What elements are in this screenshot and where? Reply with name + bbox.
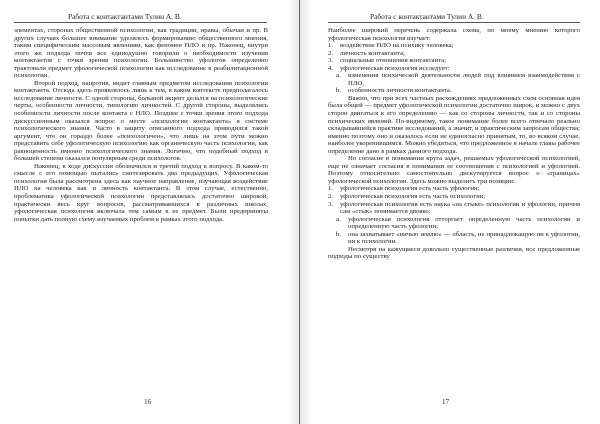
running-header: Работа с контактантами Тулин А. В.	[68, 12, 182, 21]
list-item	[328, 57, 580, 65]
page-number: 17	[442, 398, 450, 406]
list-item	[328, 193, 580, 201]
sublist	[328, 72, 580, 95]
list-item	[328, 201, 580, 216]
list-marker: a.	[336, 215, 341, 223]
paragraph: Наконец, в ходе дискуссии обозначился и третий подход к вопросу. В каком-то смысле с его помощью пытались синтезировать два предыдущих. Уфологическая психология была рассмотрена здесь как научное направление, изучающая воздействие НЛО на человека как и личность контактанта. В этом случае, естественно, проблематика уфологической психологии представлялась достаточно широкой, практически весь круг вопросов, рассматривавшихся в различных школах, уфологическая психология включала тем самым в ее предмет. Были предприняты попытки дать полную схему изучаемых проблем в рамках этого подхода.	[14, 162, 268, 223]
paragraph: Важно, что при всех частных расхождениях предложенных схем основная идея была общей — предмет уфологической психологии достаточно широк, и можно с двух сторон двигаться к его определению — как со стороны личности, так и со стороны психических явлений. По-видимому, такое понимание более всего отвечало реально складывавшейся практике исследований, а значит, и практическим запросам общества; именно поэтому оно и оказалось если не единогласно принятым, то, во всяком случае, наиболее укоренившимся. Можно убедиться, что предложенное в начале главы рабочее определение дано в рамках данного подхода.	[328, 94, 580, 155]
list-item-text: уфологическая психология есть наука «на стыке» психологии и уфологии, причем сам «стык» понимается двояко:	[340, 200, 580, 216]
paragraph: Второй подход, напротив, видит главным предметом исследования психологии контактанта. Отсюда здесь проявлялось лишь к тем, в каком контексте предполагалось исследование личности. С одной стороны, большой акцент делался на психологические черты, особенности личности, типологию личностей. С другой стороны, выделялись особенности личности после контакта с НЛО. Позднее с точки зрения этого подхода дискуссионным оказался вопрос о месте «психологии контактанта» в системе психологического знания. Часто в защиту описанного подхода приводился такой аргумент, что он гораздо более «психологичен», что лишь на этом пути можно представить себе уфологическую психологию как органическую часть психологии, как равноценность именно психологического знания. Логично, что подобный подход в большей степени оказался популярным среди психологов.	[14, 79, 268, 163]
list-item-text: уфологическая психология есть часть уфологии;	[340, 185, 480, 193]
list-item-text: она захватывает «ничью землю» — область, не принадлежащую ни к уфологии, ни к психологии.	[348, 230, 580, 246]
list-item-text: уфологическая психология отторгает определенную часть психологии и определенную часть уфологии;	[348, 215, 580, 231]
list-item	[328, 185, 580, 193]
list-marker: 2.	[328, 49, 334, 57]
list-item-text: изменения психической деятельности людей под влиянием взаимодействия с НЛО,	[348, 72, 580, 87]
paragraph: Несмотря на кажущиеся довольно существенные различия, все предложенные подходы по существу	[328, 245, 580, 261]
list-item	[328, 65, 580, 73]
list-marker: b.	[336, 230, 342, 238]
list-item-text: особенности личности контактанта.	[348, 87, 452, 95]
list-item	[328, 42, 580, 50]
running-header: Работа с контактантами Тулин А. В.	[370, 12, 484, 21]
list-marker: a.	[336, 72, 341, 80]
list-item	[328, 50, 580, 58]
list-item-text: социальные отношения контактанта;	[340, 57, 447, 65]
list	[328, 42, 580, 72]
list-marker: 2.	[328, 193, 334, 201]
header-rule	[328, 22, 580, 23]
sublist	[328, 216, 580, 246]
page-body	[14, 27, 268, 223]
sublist-item	[328, 72, 580, 87]
list-item-text: личность контактанта;	[340, 49, 405, 57]
list-item-text: воздействие НЛО на психику человека;	[340, 42, 454, 50]
list-item-text: уфологическая психология есть часть психологии;	[340, 193, 486, 201]
list-marker: 3.	[328, 57, 334, 65]
list-marker: 4.	[328, 64, 334, 72]
list	[328, 185, 580, 215]
header-rule	[14, 22, 267, 23]
paragraph: элементах, сторонах общественной психологии, как традиции, нравы, обычаи и пр. В других случаях большее внимание уделялось формированию общественного мнения, таким специфическим массовым явлениям, как феномен НЛО и пр. Наконец, внутри этого же подхода почти все единодушно говорили о необходимости изучения контактантов с точки зрения психологии. Большинство уфологов определенно трактовали предмет уфологической психологии как исследование в реабилитационной психологии.	[14, 27, 268, 80]
sublist-item	[328, 216, 580, 231]
page-number: 16	[144, 398, 152, 406]
page-body	[328, 27, 580, 261]
right-page	[300, 0, 600, 424]
sublist-item	[328, 87, 580, 95]
paragraph: Наиболее широкий перечень содержала схема, по моему мнению которого уфологическая психология изучает:	[328, 27, 580, 42]
paragraph: Но согласие в понимании круга задач, решаемых уфологической психологией, еще не означает согласия в понимании ее соотношения с психологией и уфологией. Поэтому относительно самостоятельно дискутируется вопрос о «границах» уфологической психологии. Здесь можно выделить три позиции:	[328, 155, 580, 185]
list-marker: 1.	[328, 42, 334, 50]
list-marker: 1.	[328, 185, 334, 193]
list-marker: b.	[336, 87, 342, 95]
sublist-item	[328, 231, 580, 246]
list-item-text: уфологическая психология исследует:	[340, 64, 450, 72]
list-marker: 3.	[328, 200, 334, 208]
